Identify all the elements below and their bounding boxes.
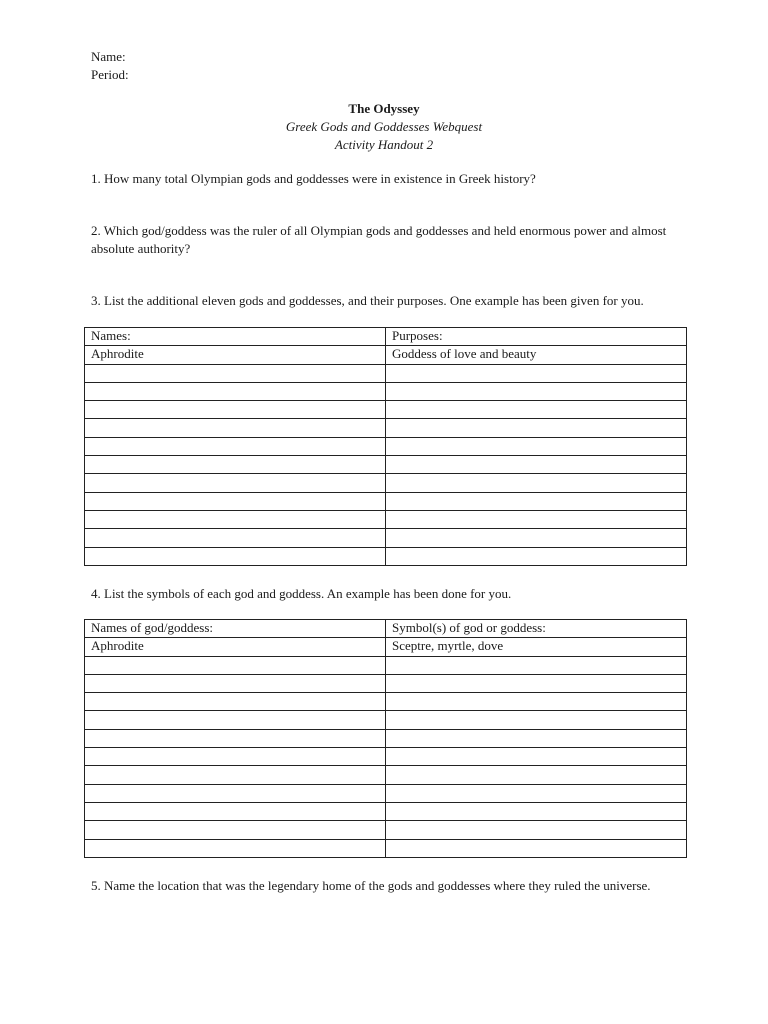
table-cell[interactable]	[85, 492, 386, 510]
table-row	[85, 456, 687, 474]
question-5: 5. Name the location that was the legendary home of the gods and goddesses where they ruled the universe.	[91, 878, 651, 893]
table-row	[85, 693, 687, 711]
question-2: 2. Which god/goddess was the ruler of all Olympian gods and goddesses and held enormous power and almost absolute authority?	[91, 223, 667, 256]
question-4: 4. List the symbols of each god and goddess. An example has been done for you.	[91, 586, 512, 601]
question-1: 1. How many total Olympian gods and goddesses were in existence in Greek history?	[91, 171, 536, 186]
table-header-cell: Names of god/goddess:	[85, 620, 386, 638]
table-cell[interactable]	[386, 784, 687, 802]
document-subtitle: Greek Gods and Goddesses Webquest	[285, 119, 483, 134]
table-cell[interactable]	[386, 510, 687, 528]
table-cell[interactable]	[386, 437, 687, 455]
table-cell[interactable]	[85, 766, 386, 784]
gods-symbols-table	[84, 619, 687, 858]
table-cell[interactable]	[386, 364, 687, 382]
table-row	[85, 674, 687, 692]
table-row	[85, 839, 687, 857]
table-cell[interactable]	[85, 437, 386, 455]
table-row	[85, 656, 687, 674]
table-row	[85, 474, 687, 492]
table-cell[interactable]	[386, 401, 687, 419]
table-cell[interactable]	[85, 382, 386, 400]
table-row	[85, 711, 687, 729]
title-block	[0, 100, 768, 154]
table-row	[85, 401, 687, 419]
table-cell[interactable]	[85, 748, 386, 766]
table-cell[interactable]	[386, 839, 687, 857]
table-cell[interactable]	[85, 401, 386, 419]
table-cell[interactable]	[386, 674, 687, 692]
table-cell[interactable]	[85, 529, 386, 547]
table-row	[85, 547, 687, 565]
table-cell[interactable]	[386, 492, 687, 510]
table-header-cell: Purposes:	[386, 328, 687, 346]
table-cell[interactable]	[85, 656, 386, 674]
table-row	[85, 364, 687, 382]
document-title: The Odyssey	[348, 101, 420, 116]
table-cell[interactable]	[85, 419, 386, 437]
table-header-row	[85, 328, 687, 346]
table-cell[interactable]	[386, 748, 687, 766]
table-cell[interactable]	[85, 474, 386, 492]
table-cell[interactable]	[386, 766, 687, 784]
table-cell[interactable]: Sceptre, myrtle, dove	[386, 638, 687, 656]
table-row	[85, 437, 687, 455]
table-cell[interactable]	[85, 456, 386, 474]
table-cell[interactable]	[386, 656, 687, 674]
table-header-cell: Names:	[85, 328, 386, 346]
table-header-row	[85, 620, 687, 638]
table-cell[interactable]	[85, 802, 386, 820]
table-cell[interactable]	[386, 382, 687, 400]
period-label: Period:	[91, 67, 129, 82]
table-row	[85, 766, 687, 784]
handout-label: Activity Handout 2	[334, 137, 434, 152]
table-row	[85, 419, 687, 437]
table-cell[interactable]: Aphrodite	[85, 346, 386, 364]
table-row	[85, 510, 687, 528]
name-label: Name:	[91, 49, 126, 64]
table-cell[interactable]	[85, 547, 386, 565]
table-cell[interactable]	[85, 784, 386, 802]
question-3: 3. List the additional eleven gods and goddesses, and their purposes. One example has been given for you.	[91, 293, 644, 308]
table-cell[interactable]	[85, 839, 386, 857]
table-row	[85, 382, 687, 400]
table-cell[interactable]	[386, 729, 687, 747]
table-row	[85, 784, 687, 802]
student-info	[91, 48, 129, 84]
table-cell[interactable]	[85, 364, 386, 382]
table-cell[interactable]	[386, 419, 687, 437]
table-row	[85, 492, 687, 510]
table-cell[interactable]	[386, 474, 687, 492]
table-cell[interactable]	[85, 729, 386, 747]
table-cell[interactable]	[85, 510, 386, 528]
table-row	[85, 748, 687, 766]
table-cell[interactable]	[85, 693, 386, 711]
table-cell[interactable]	[85, 821, 386, 839]
table-row	[85, 346, 687, 364]
table-header-cell: Symbol(s) of god or goddess:	[386, 620, 687, 638]
table-cell[interactable]	[386, 711, 687, 729]
table-row	[85, 638, 687, 656]
table-cell[interactable]	[386, 547, 687, 565]
table-cell[interactable]	[85, 711, 386, 729]
table-row	[85, 529, 687, 547]
table-cell[interactable]	[386, 693, 687, 711]
table-cell[interactable]	[386, 529, 687, 547]
table-cell[interactable]	[85, 674, 386, 692]
table-cell[interactable]	[386, 456, 687, 474]
gods-purposes-table	[84, 327, 687, 566]
table-row	[85, 821, 687, 839]
table-row	[85, 729, 687, 747]
table-cell[interactable]	[386, 802, 687, 820]
table-cell[interactable]: Aphrodite	[85, 638, 386, 656]
table-cell[interactable]: Goddess of love and beauty	[386, 346, 687, 364]
table-row	[85, 802, 687, 820]
table-cell[interactable]	[386, 821, 687, 839]
